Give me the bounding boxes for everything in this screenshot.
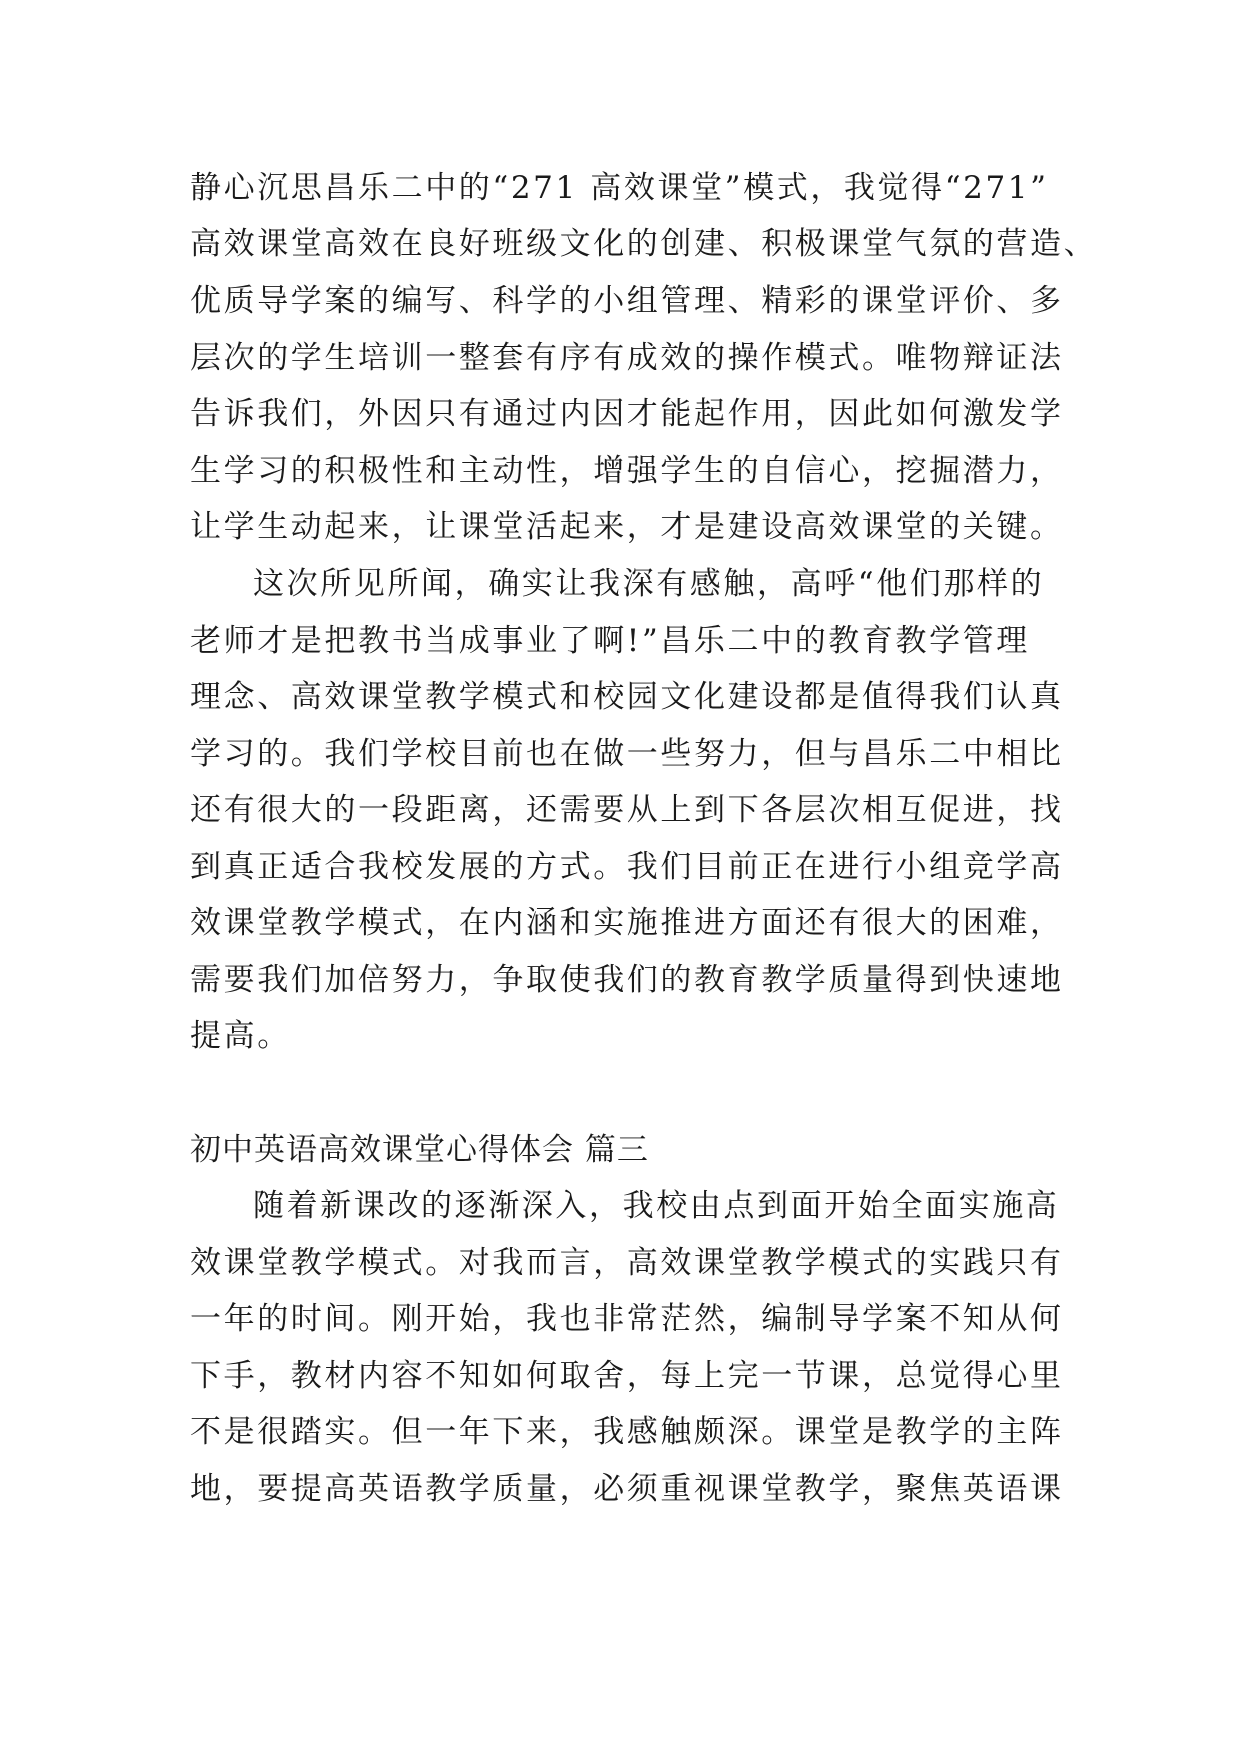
paragraph-3-line-6: 地，要提高英语教学质量，必须重视课堂教学，聚焦英语课	[190, 1471, 1064, 1507]
paragraph-1-line-2: 高效课堂高效在良好班级文化的创建、积极课堂气氛的营造、	[190, 226, 1098, 262]
paragraph-2-line-7: 效课堂教学模式，在内涵和实施推进方面还有很大的困难，	[190, 905, 1064, 941]
paragraph-3-line-1: 随着新课改的逐渐深入，我校由点到面开始全面实施高	[253, 1188, 1060, 1224]
paragraph-1-line-4: 层次的学生培训一整套有序有成效的操作模式。唯物辩证法	[190, 340, 1064, 376]
paragraph-1-line-5: 告诉我们，外因只有通过内因才能起作用，因此如何激发学	[190, 396, 1064, 432]
paragraph-2-line-3: 理念、高效课堂教学模式和校园文化建设都是值得我们认真	[190, 679, 1064, 715]
paragraph-1-line-3: 优质导学案的编写、科学的小组管理、精彩的课堂评价、多	[190, 283, 1064, 319]
paragraph-3-line-2: 效课堂教学模式。对我而言，高效课堂教学模式的实践只有	[190, 1245, 1064, 1281]
paragraph-2-line-6: 到真正适合我校发展的方式。我们目前正在进行小组竞学高	[190, 849, 1064, 885]
paragraph-2-line-1: 这次所见所闻，确实让我深有感触，高呼“他们那样的	[253, 566, 1045, 602]
paragraph-2-line-8: 需要我们加倍努力，争取使我们的教育教学质量得到快速地	[190, 962, 1064, 998]
section-heading: 初中英语高效课堂心得体会 篇三	[190, 1132, 649, 1168]
paragraph-1-line-7: 让学生动起来，让课堂活起来，才是建设高效课堂的关键。	[190, 509, 1064, 545]
paragraph-2-line-9: 提高。	[190, 1018, 291, 1054]
paragraph-3-line-3: 一年的时间。刚开始，我也非常茫然，编制导学案不知从何	[190, 1301, 1064, 1337]
paragraph-2-line-2: 老师才是把教书当成事业了啊!”昌乐二中的教育教学管理	[190, 623, 1030, 659]
paragraph-1-line-6: 生学习的积极性和主动性，增强学生的自信心，挖掘潜力，	[190, 453, 1064, 489]
paragraph-3-line-4: 下手，教材内容不知如何取舍，每上完一节课，总觉得心里	[190, 1358, 1064, 1394]
paragraph-1-line-1: 静心沉思昌乐二中的“271 高效课堂”模式，我觉得“271”	[190, 170, 1049, 206]
paragraph-2-line-5: 还有很大的一段距离，还需要从上到下各层次相互促进，找	[190, 792, 1064, 828]
paragraph-3-line-5: 不是很踏实。但一年下来，我感触颇深。课堂是教学的主阵	[190, 1414, 1064, 1450]
paragraph-2-line-4: 学习的。我们学校目前也在做一些努力，但与昌乐二中相比	[190, 736, 1064, 772]
